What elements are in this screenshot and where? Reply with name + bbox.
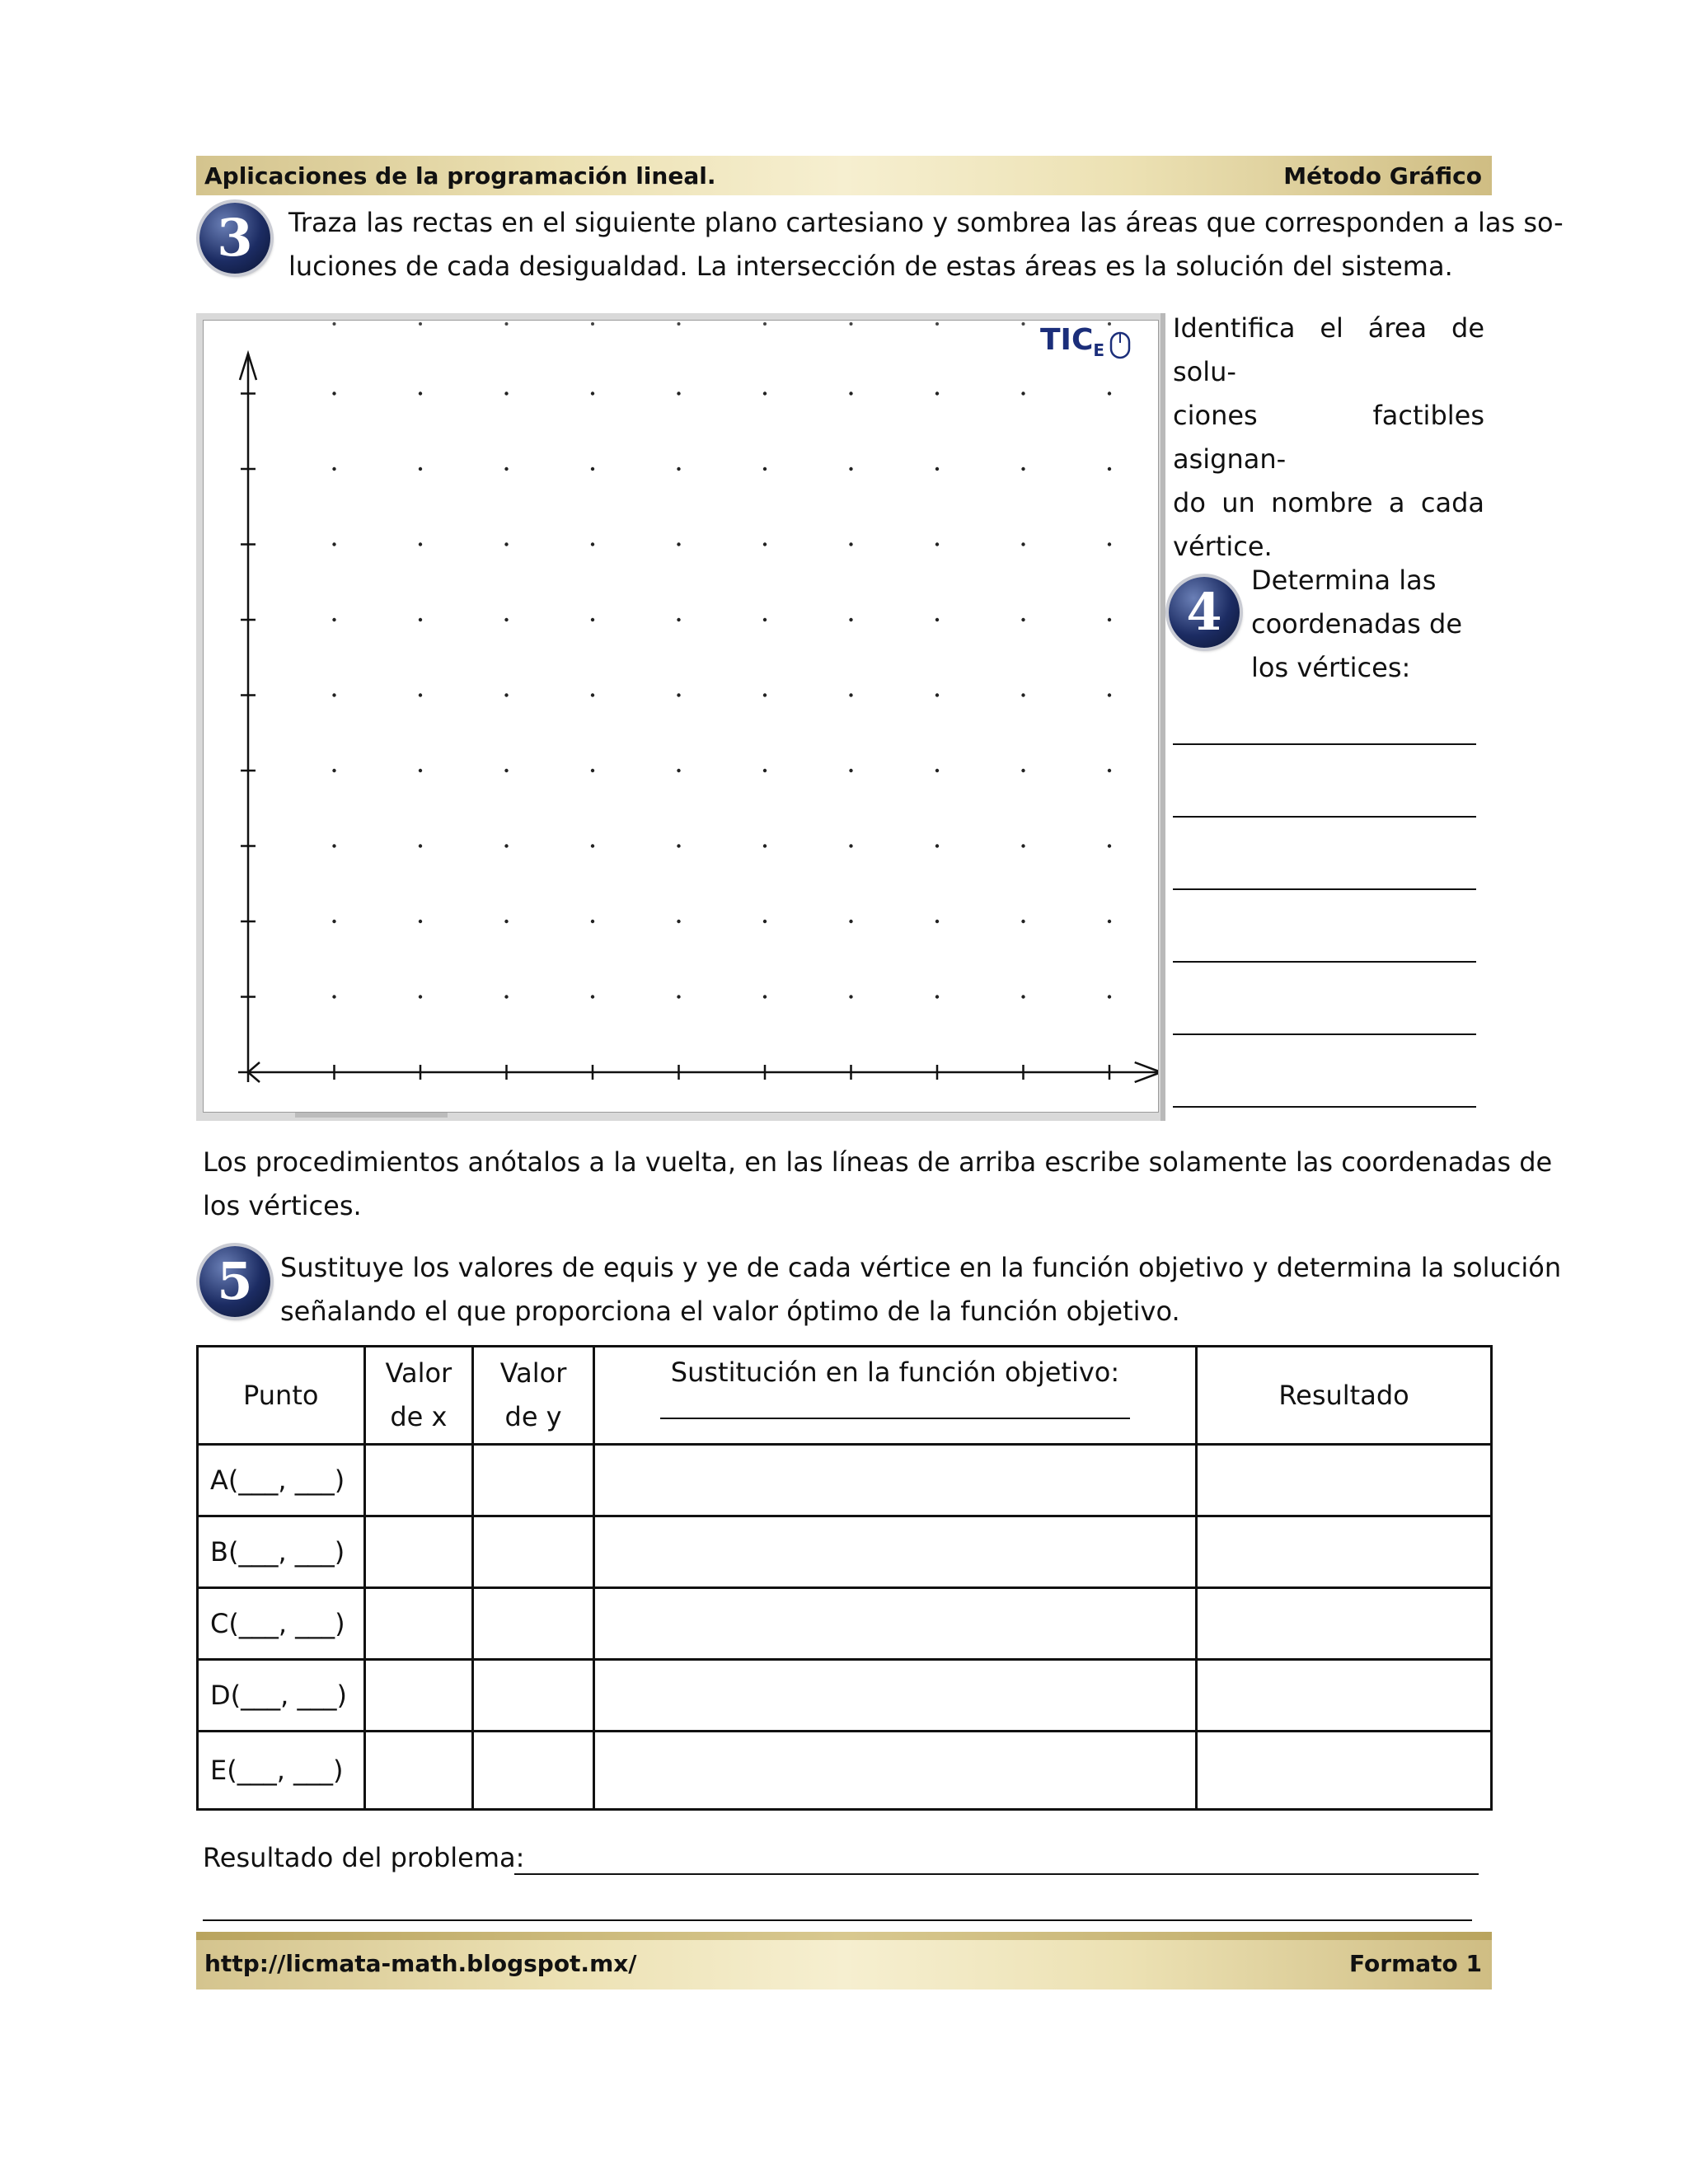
grid-dot <box>504 618 508 621</box>
result-blank-2[interactable] <box>203 1919 1472 1921</box>
grid-dot <box>677 693 680 696</box>
grid-dot <box>935 844 939 847</box>
grid-dot <box>763 467 767 471</box>
step-5-text <box>280 1246 1561 1333</box>
grid-dot <box>504 920 508 923</box>
grid-dot <box>935 467 939 471</box>
grid-dot <box>504 844 508 847</box>
vertex-blank-5[interactable] <box>1173 1033 1476 1035</box>
sustitucion-cell[interactable] <box>593 1445 1196 1516</box>
grid-dot <box>763 995 767 998</box>
table-row <box>198 1732 1492 1810</box>
col-header-sustitucion <box>593 1347 1196 1445</box>
grid-dot <box>678 322 681 326</box>
grid-dot <box>849 391 852 395</box>
step-3-line-1: Traza las rectas en el siguiente plano cartesiano y sombrea las áreas que corresponden a las so- <box>288 207 1564 238</box>
graph-scrollbar-thumb[interactable] <box>295 1113 448 1118</box>
step-4-line-1: Determina las <box>1251 565 1437 596</box>
grid-dot <box>332 844 335 847</box>
resultado-cell[interactable] <box>1197 1588 1492 1660</box>
objective-function-blank[interactable] <box>660 1418 1130 1419</box>
col-header-valor-y-line-1: Valor <box>499 1357 567 1389</box>
grid-dot <box>1021 995 1025 998</box>
footer-url[interactable]: http://licmata-math.blogspot.mx/ <box>204 1950 637 1977</box>
cartesian-plane-frame <box>196 313 1160 1121</box>
grid-dot <box>1022 322 1025 326</box>
grid-dot <box>591 467 594 471</box>
footer-format: Formato 1 <box>1349 1950 1482 1977</box>
grid-dot <box>763 693 767 696</box>
grid-dot <box>1021 618 1025 621</box>
grid-dot <box>935 920 939 923</box>
grid-dot <box>935 995 939 998</box>
step-5-line-1: Sustituye los valores de equis y ye de cada vértice en la función objetivo y determina la solución <box>280 1252 1562 1283</box>
resultado-cell[interactable] <box>1197 1516 1492 1588</box>
tic-logo <box>1040 323 1104 360</box>
grid-dot <box>332 391 335 395</box>
grid-dot <box>1108 844 1111 847</box>
valor-y-cell[interactable] <box>473 1516 594 1588</box>
grid-dot <box>1021 920 1025 923</box>
result-label: Resultado del problema: <box>203 1842 525 1873</box>
valor-x-cell[interactable] <box>364 1445 473 1516</box>
grid-dot <box>677 920 680 923</box>
result-blank-1[interactable] <box>514 1873 1479 1875</box>
grid-dot <box>1021 769 1025 772</box>
col-header-valor-y <box>473 1347 594 1445</box>
grid-dot <box>849 844 852 847</box>
grid-dot <box>419 920 422 923</box>
sustitucion-cell[interactable] <box>593 1516 1196 1588</box>
grid-dot <box>504 995 508 998</box>
grid-dot <box>1021 467 1025 471</box>
point-cell[interactable]: D(___, ___) <box>198 1660 365 1732</box>
grid-dot <box>419 693 422 696</box>
sustitucion-cell[interactable] <box>593 1588 1196 1660</box>
page-footer <box>196 1932 1492 1990</box>
cartesian-plane[interactable] <box>203 320 1159 1113</box>
grid-dot <box>677 995 680 998</box>
grid-dot <box>763 769 767 772</box>
grid-dot <box>849 995 852 998</box>
grid-dot <box>935 693 939 696</box>
grid-dot <box>763 542 767 546</box>
procedures-line-1: Los procedimientos anótalos a la vuelta, en las líneas de arriba escribe solamente las coordenadas de <box>203 1146 1553 1178</box>
valor-x-cell[interactable] <box>364 1732 473 1810</box>
col-header-valor-x-line-1: Valor <box>385 1357 452 1389</box>
valor-x-cell[interactable] <box>364 1516 473 1588</box>
grid-dot <box>419 844 422 847</box>
grid-dot <box>763 920 767 923</box>
header-method: Método Gráfico <box>1283 162 1482 190</box>
col-header-valor-x <box>364 1347 473 1445</box>
grid-dot <box>935 769 939 772</box>
valor-y-cell[interactable] <box>473 1660 594 1732</box>
grid-dot <box>849 920 852 923</box>
identify-line-4: vértice. <box>1173 531 1273 562</box>
grid-dot <box>1108 322 1111 326</box>
grid-dot <box>1108 693 1111 696</box>
valor-y-cell[interactable] <box>473 1588 594 1660</box>
step-3-badge: 3 <box>199 203 270 274</box>
grid-dot <box>935 542 939 546</box>
grid-dot <box>419 995 422 998</box>
valor-y-cell[interactable] <box>473 1732 594 1810</box>
grid-dot <box>849 467 852 471</box>
vertex-blank-2[interactable] <box>1173 816 1476 818</box>
grid-dot <box>849 542 852 546</box>
table-row <box>198 1588 1492 1660</box>
grid-dot <box>1021 693 1025 696</box>
grid-dot <box>763 322 767 326</box>
grid-dot <box>504 693 508 696</box>
grid-dot <box>1108 995 1111 998</box>
grid-dot <box>419 467 422 471</box>
grid-dot <box>1021 844 1025 847</box>
vertex-blank-4[interactable] <box>1173 961 1476 963</box>
grid-dot <box>591 995 594 998</box>
resultado-cell[interactable] <box>1197 1732 1492 1810</box>
step-4-line-2: coordenadas de <box>1251 608 1462 640</box>
table-row <box>198 1445 1492 1516</box>
grid-dot <box>763 391 767 395</box>
grid-dot <box>677 467 680 471</box>
grid-dot <box>849 693 852 696</box>
point-cell[interactable]: E(___, ___) <box>198 1732 365 1810</box>
table-row <box>198 1516 1492 1588</box>
valor-x-cell[interactable] <box>364 1588 473 1660</box>
step-3-text <box>288 201 1564 288</box>
grid-dot <box>849 769 852 772</box>
grid-dot <box>1021 542 1025 546</box>
grid-dot <box>1108 618 1111 621</box>
graph-divider <box>1160 313 1165 1121</box>
grid-dot <box>419 322 422 326</box>
grid-dot <box>1108 769 1111 772</box>
mouse-icon <box>1108 328 1132 361</box>
sustitucion-cell[interactable] <box>593 1732 1196 1810</box>
identify-text <box>1173 307 1484 569</box>
grid-dot <box>591 618 594 621</box>
grid-dot <box>935 618 939 621</box>
grid-dot <box>504 391 508 395</box>
tic-logo-text: TIC <box>1040 323 1094 357</box>
cartesian-grid <box>204 321 1158 1112</box>
step-5-line-2: señalando el que proporciona el valor óptimo de la función objetivo. <box>280 1296 1180 1327</box>
step-3-line-2: luciones de cada desigualdad. La intersección de estas áreas es la solución del sistema. <box>288 251 1453 282</box>
procedures-line-2: los vértices. <box>203 1190 362 1221</box>
grid-dot <box>332 618 335 621</box>
table-header-row <box>198 1347 1492 1445</box>
grid-dot <box>591 920 594 923</box>
grid-dot <box>591 322 594 326</box>
resultado-cell[interactable] <box>1197 1660 1492 1732</box>
point-cell[interactable]: A(___, ___) <box>198 1445 365 1516</box>
col-header-punto: Punto <box>198 1347 365 1445</box>
vertex-blank-6[interactable] <box>1173 1106 1476 1108</box>
grid-dot <box>504 542 508 546</box>
sustitucion-cell[interactable] <box>593 1660 1196 1732</box>
grid-dot <box>677 391 680 395</box>
vertex-table <box>196 1345 1493 1811</box>
grid-dot <box>1108 920 1111 923</box>
step-4-text <box>1251 559 1462 690</box>
valor-x-cell[interactable] <box>364 1660 473 1732</box>
grid-dot <box>505 322 509 326</box>
identify-line-2: ciones factibles asignan- <box>1173 400 1484 475</box>
grid-dot <box>1108 542 1111 546</box>
grid-dot <box>591 844 594 847</box>
point-cell[interactable]: C(___, ___) <box>198 1588 365 1660</box>
grid-dot <box>419 618 422 621</box>
tic-logo-sub: E <box>1093 340 1105 360</box>
procedures-text <box>203 1141 1552 1228</box>
header-title: Aplicaciones de la programación lineal. <box>204 162 716 190</box>
grid-dot <box>1108 391 1111 395</box>
point-cell[interactable]: B(___, ___) <box>198 1516 365 1588</box>
grid-dot <box>332 920 335 923</box>
grid-dot <box>591 769 594 772</box>
col-header-sustitucion-label: Sustitución en la función objetivo: <box>670 1357 1120 1388</box>
grid-dot <box>332 542 335 546</box>
step-4-line-3: los vértices: <box>1251 652 1411 683</box>
grid-dot <box>850 322 853 326</box>
grid-dot <box>591 391 594 395</box>
vertex-blank-3[interactable] <box>1173 888 1476 890</box>
col-header-valor-x-line-2: de x <box>390 1401 448 1432</box>
resultado-cell[interactable] <box>1197 1445 1492 1516</box>
col-header-valor-y-line-2: de y <box>504 1401 562 1432</box>
grid-dot <box>419 391 422 395</box>
grid-dot <box>935 391 939 395</box>
grid-dot <box>849 618 852 621</box>
grid-dot <box>504 467 508 471</box>
grid-dot <box>1021 391 1025 395</box>
identify-line-1: Identifica el área de solu- <box>1173 312 1484 387</box>
grid-dot <box>591 542 594 546</box>
identify-line-3: do un nombre a cada <box>1173 487 1484 518</box>
grid-dot <box>677 618 680 621</box>
grid-dot <box>332 995 335 998</box>
grid-dot <box>419 542 422 546</box>
grid-dot <box>935 322 939 326</box>
grid-dot <box>419 769 422 772</box>
col-header-resultado: Resultado <box>1197 1347 1492 1445</box>
grid-dot <box>677 844 680 847</box>
grid-dot <box>504 769 508 772</box>
table-row <box>198 1660 1492 1732</box>
step-4-badge: 4 <box>1169 577 1240 648</box>
grid-dot <box>677 542 680 546</box>
grid-dot <box>332 693 335 696</box>
grid-dot <box>677 769 680 772</box>
grid-dot <box>763 844 767 847</box>
grid-dot <box>591 693 594 696</box>
vertex-blank-1[interactable] <box>1173 743 1476 745</box>
grid-dot <box>332 769 335 772</box>
valor-y-cell[interactable] <box>473 1445 594 1516</box>
step-5-badge: 5 <box>199 1246 270 1317</box>
page-header <box>196 156 1492 195</box>
grid-dot <box>1108 467 1111 471</box>
grid-dot <box>332 467 335 471</box>
grid-dot <box>333 322 336 326</box>
grid-dot <box>763 618 767 621</box>
